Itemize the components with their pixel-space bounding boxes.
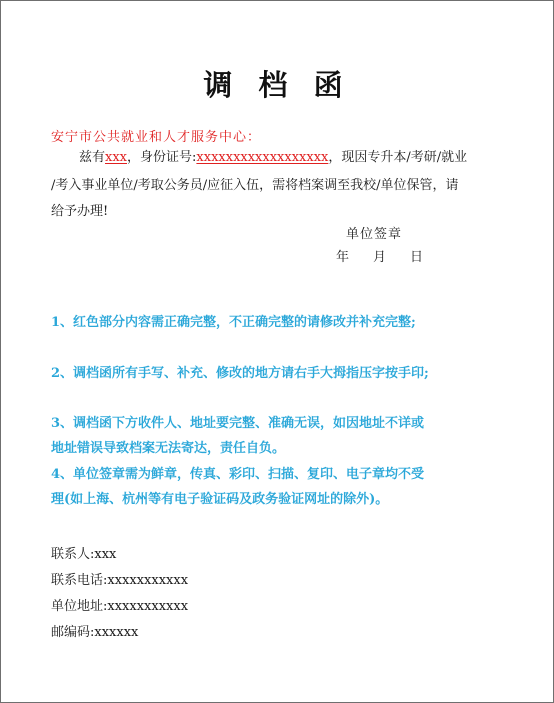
contact-address: 单位地址:xxxxxxxxxxx: [51, 599, 189, 614]
name-field: xxx: [105, 150, 128, 165]
body-line-1-suffix: ，现因专升本/考研/就业: [328, 150, 468, 165]
contact-phone: 联系电话:xxxxxxxxxxx: [51, 573, 189, 588]
body-line-1: [79, 150, 549, 166]
body-line-2: /考入事业单位/考取公务员/应征入伍，需将档案调至我校/单位保管，请: [51, 178, 459, 193]
document-title: 调 档 函: [203, 68, 351, 102]
date-day: 日: [410, 250, 424, 265]
contact-person: 联系人:xxx: [51, 547, 117, 562]
date-year: 年: [336, 250, 350, 265]
note-1: 1、红色部分内容需正确完整，不正确完整的请修改并补充完整;: [51, 315, 416, 330]
date-month: 月: [373, 250, 387, 265]
note-4: 4、单位签章需为鲜章，传真、彩印、扫描、复印、电子章均不受理(如上海、杭州等有电子验证码及政务验证网址的除外)。: [51, 467, 425, 507]
addressee: 安宁市公共就业和人才服务中心：: [51, 130, 262, 145]
note-2: 2、调档函所有手写、补充、修改的地方请右手大拇指压字按手印;: [51, 366, 429, 381]
contact-postcode: 邮编码:xxxxxx: [51, 625, 139, 640]
body-prefix: 兹有: [79, 150, 106, 165]
note-3: 3、调档函下方收件人、地址要完整、准确无误，如因地址不详或地址错误导致档案无法寄达，责任自负。: [51, 416, 425, 456]
date-line: [336, 246, 447, 265]
id-label: ，身份证号:: [127, 150, 197, 165]
id-number-field: xxxxxxxxxxxxxxxxxx: [196, 150, 329, 165]
signature-label: 单位签章: [346, 227, 403, 242]
body-line-3: 给予办理!: [51, 204, 109, 219]
